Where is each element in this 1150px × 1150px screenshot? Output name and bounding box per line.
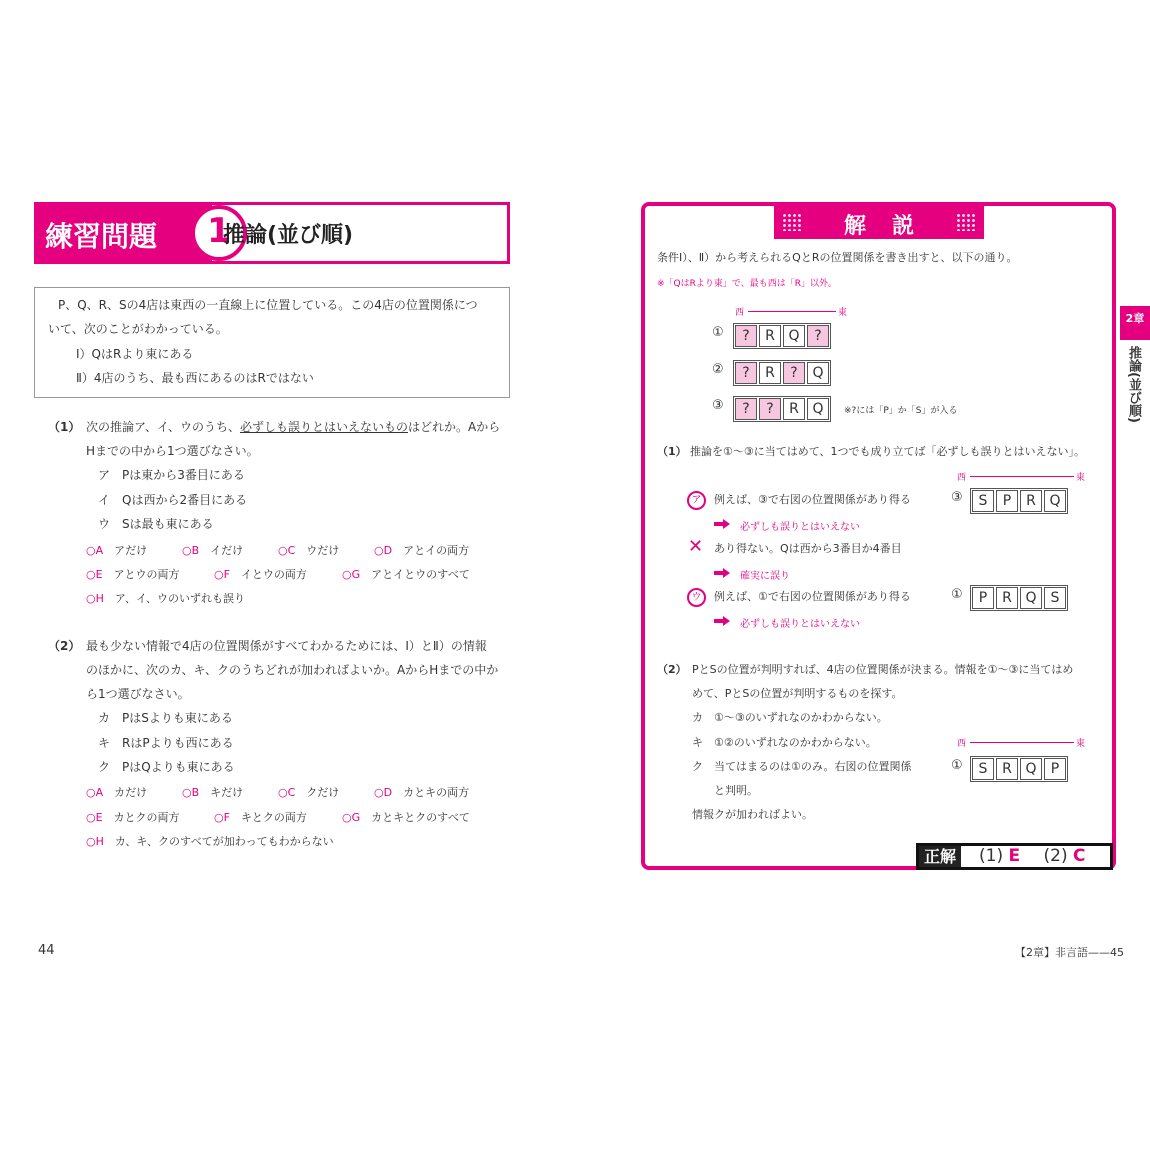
pattern-cell: R bbox=[759, 325, 781, 347]
s2-ki: キ ①②のいずれなのかわからない。 bbox=[692, 736, 877, 749]
choice-mark: ○A bbox=[86, 544, 104, 557]
choice-text: アとイの両方 bbox=[403, 544, 470, 557]
chapter-tab-label: 2章 bbox=[1125, 312, 1145, 325]
q1-choice-f[interactable] bbox=[214, 566, 307, 582]
q1-item: ウ Sは最も東にある bbox=[98, 517, 214, 531]
west-label: 西 bbox=[957, 473, 967, 483]
q2-choice-g[interactable] bbox=[342, 809, 470, 825]
pattern-number: ③ bbox=[712, 398, 724, 413]
s1-c-text: 例えば、①で右図の位置関係があり得る bbox=[714, 590, 911, 603]
pattern-cell: Q bbox=[1020, 758, 1042, 780]
q1-choice-a[interactable] bbox=[86, 542, 147, 558]
pattern-cell: P bbox=[1044, 758, 1066, 780]
ok-circle-icon: ア bbox=[687, 491, 706, 510]
q2-choice-e[interactable] bbox=[86, 809, 180, 825]
condition-line: P、Q、R、Sの4店は東西の一直線上に位置している。この4店の位置関係につ bbox=[58, 298, 478, 312]
explanation-title: 解説 bbox=[843, 214, 940, 239]
pattern-cell: P bbox=[972, 587, 994, 609]
q1-choice-b[interactable] bbox=[182, 542, 243, 558]
exercise-number: 1 bbox=[207, 211, 231, 251]
choice-text: アとウの両方 bbox=[113, 568, 180, 581]
s1-text: 推論を①〜③に当てはめて、1つでも成り立てば「必ずしも誤りとはいえない」。 bbox=[690, 445, 1085, 458]
arrow-right-icon bbox=[714, 519, 730, 529]
q1-text bbox=[86, 420, 500, 434]
arrow-right-icon bbox=[714, 568, 730, 578]
choice-text: イだけ bbox=[210, 544, 244, 557]
q2-label: （2） bbox=[48, 639, 81, 653]
q2-item: キ RはPよりも西にある bbox=[98, 736, 234, 750]
q1-item: イ Qは西から2番目にある bbox=[98, 493, 248, 507]
east-label: 東 bbox=[1076, 473, 1086, 483]
choice-text: アとイとウのすべて bbox=[371, 568, 470, 581]
explanation-intro: 条件Ⅰ）、Ⅱ）から考えられるQとRの位置関係を書き出すと、以下の通り。 bbox=[657, 251, 1018, 264]
pattern-cell: Q bbox=[1044, 490, 1066, 512]
q1-choice-c[interactable] bbox=[278, 542, 339, 558]
answer-1-label: (1) bbox=[979, 846, 1004, 866]
s2-ka: カ ①〜③のいずれなのかわからない。 bbox=[692, 711, 888, 724]
pattern-cell: P bbox=[996, 490, 1018, 512]
pattern-cell: Q bbox=[807, 362, 829, 384]
q2-choice-b[interactable] bbox=[182, 784, 243, 800]
answer-2-label: (2) bbox=[1043, 846, 1068, 866]
s2-ku: と判明。 bbox=[714, 784, 758, 797]
pattern-number: ① bbox=[951, 758, 963, 773]
arrow-right-icon bbox=[714, 616, 730, 626]
pattern-cell: R bbox=[1020, 490, 1042, 512]
choice-text: アだけ bbox=[114, 544, 148, 557]
q2-text: 最も少ない情報で4店の位置関係がすべてわかるためには、Ⅰ）とⅡ）の情報 bbox=[86, 639, 487, 653]
s1-b-text: あり得ない。Qは西から3番目か4番目 bbox=[714, 542, 902, 555]
west-label: 西 bbox=[957, 739, 967, 749]
pattern-number: ① bbox=[712, 325, 724, 340]
west-east-arrow bbox=[970, 742, 1074, 743]
pattern-cell: Q bbox=[783, 325, 805, 347]
s1-a-cells bbox=[970, 488, 1068, 514]
answer-1-value: E bbox=[1008, 846, 1021, 866]
pattern-cell: R bbox=[783, 398, 805, 420]
east-label: 東 bbox=[838, 308, 848, 318]
answer-box bbox=[916, 843, 1113, 870]
q1-text-underline: 必ずしも誤りとはいえないもの bbox=[239, 420, 408, 434]
choice-text: ウだけ bbox=[306, 544, 340, 557]
chapter-tab bbox=[1120, 306, 1150, 340]
q1-choice-g[interactable] bbox=[342, 566, 470, 582]
s2-final: 情報クが加わればよい。 bbox=[692, 808, 813, 821]
condition-line: Ⅱ）4店のうち、最も西にあるのはRではない bbox=[76, 371, 314, 385]
pattern-cell: Q bbox=[1020, 587, 1042, 609]
q1-text-post: はどれか。Aから bbox=[407, 420, 501, 434]
west-east-arrow bbox=[748, 311, 836, 312]
pattern-cell: ? bbox=[735, 362, 757, 384]
q2-choice-f[interactable] bbox=[214, 809, 307, 825]
choice-text: キだけ bbox=[210, 786, 244, 799]
east-label: 東 bbox=[1076, 739, 1086, 749]
q1-item: ア Pは東から3番目にある bbox=[98, 468, 245, 482]
exercise-header bbox=[34, 202, 510, 264]
q2-text: のほかに、次のカ、キ、クのうちどれが加わればよいか。AからHまでの中か bbox=[86, 663, 499, 677]
q2-choice-a[interactable] bbox=[86, 784, 147, 800]
west-label: 西 bbox=[735, 308, 745, 318]
choice-text: カだけ bbox=[114, 786, 148, 799]
chapter-vertical-title: 推論(並び順) bbox=[1126, 346, 1141, 423]
q2-choice-c[interactable] bbox=[278, 784, 339, 800]
pattern-cell: R bbox=[996, 758, 1018, 780]
pattern-cell: ? bbox=[735, 325, 757, 347]
pattern-row-1 bbox=[733, 323, 831, 349]
page-footer-right: 【2章】非言語——45 bbox=[1015, 946, 1124, 959]
s2-text: PとSの位置が判明すれば、4店の位置関係が決まる。情報を①〜③に当てはめ bbox=[692, 663, 1074, 676]
pattern-cell: S bbox=[972, 490, 994, 512]
pattern-cell: ? bbox=[783, 362, 805, 384]
choice-mark: ○H bbox=[86, 835, 104, 848]
exercise-subtitle: 推論(並び順) bbox=[223, 223, 354, 248]
ok-circle-icon: ウ bbox=[687, 588, 706, 607]
s1-a-text: 例えば、③で右図の位置関係があり得る bbox=[714, 493, 911, 506]
q1-text: Hまでの中から1つ選びなさい。 bbox=[86, 444, 259, 458]
choice-text: ア、イ、ウのいずれも誤り bbox=[114, 592, 246, 605]
explanation-note: ※「QはRより東」で、最も西は「R」以外。 bbox=[657, 279, 837, 289]
pattern-cell: ? bbox=[735, 398, 757, 420]
choice-mark: ○C bbox=[278, 544, 296, 557]
choice-mark: ○D bbox=[374, 786, 393, 799]
choice-text: カ、キ、クのすべてが加わってもわからない bbox=[114, 835, 334, 848]
pattern-cell: S bbox=[972, 758, 994, 780]
cross-icon: ✕ bbox=[688, 536, 704, 557]
choice-mark: ○F bbox=[214, 811, 230, 824]
pattern-number: ③ bbox=[951, 490, 963, 505]
choice-mark: ○D bbox=[374, 544, 393, 557]
q1-choice-h[interactable] bbox=[86, 590, 245, 606]
s2-label: （2） bbox=[657, 663, 687, 676]
q1-choice-e[interactable] bbox=[86, 566, 180, 582]
s1-b-result: 確実に誤り bbox=[740, 571, 790, 582]
choice-text: カとキとクのすべて bbox=[371, 811, 470, 824]
choice-text: カとキの両方 bbox=[403, 786, 470, 799]
pattern-number: ② bbox=[712, 362, 724, 377]
q2-item: カ PはSよりも東にある bbox=[98, 711, 233, 725]
s2-cells bbox=[970, 756, 1068, 782]
choice-text: イとウの両方 bbox=[240, 568, 307, 581]
page-number-left: 44 bbox=[38, 943, 55, 958]
header-band bbox=[37, 205, 212, 261]
choice-mark: ○C bbox=[278, 786, 296, 799]
q2-item: ク PはQよりも東にある bbox=[98, 760, 235, 774]
choice-mark: ○G bbox=[342, 568, 361, 581]
s2-text: めて、PとSの位置が判明するものを探す。 bbox=[692, 687, 903, 700]
q1-choice-d[interactable] bbox=[374, 542, 469, 558]
s2-ku: ク 当てはまるのは①のみ。右図の位置関係 bbox=[692, 760, 912, 773]
q2-text: ら1つ選びなさい。 bbox=[86, 687, 190, 701]
pattern-row-2 bbox=[733, 360, 831, 386]
west-east-arrow bbox=[970, 476, 1074, 477]
answer-values bbox=[979, 846, 1086, 867]
pattern-row-3 bbox=[733, 396, 831, 422]
pattern-cell: Q bbox=[807, 398, 829, 420]
choice-mark: ○H bbox=[86, 592, 104, 605]
exercise-title: 練習問題 bbox=[45, 220, 158, 253]
choice-mark: ○F bbox=[214, 568, 230, 581]
q2-choice-h[interactable] bbox=[86, 833, 334, 849]
choice-mark: ○A bbox=[86, 786, 104, 799]
s1-a-result: 必ずしも誤りとはいえない bbox=[740, 522, 860, 533]
pattern-number: ① bbox=[951, 587, 963, 602]
q1-text-pre: 次の推論ア、イ、ウのうち、 bbox=[86, 420, 240, 434]
choice-mark: ○G bbox=[342, 811, 361, 824]
q1-label: （1） bbox=[48, 420, 81, 434]
condition-line: Ⅰ）QはRより東にある bbox=[76, 347, 194, 361]
choice-mark: ○B bbox=[182, 544, 200, 557]
s1-label: （1） bbox=[657, 445, 687, 458]
pattern-note: ※?には「P」か「S」が入る bbox=[844, 406, 958, 416]
pattern-cell: R bbox=[996, 587, 1018, 609]
choice-mark: ○E bbox=[86, 811, 103, 824]
choice-text: キとクの両方 bbox=[240, 811, 307, 824]
pattern-cell: R bbox=[759, 362, 781, 384]
s1-c-cells bbox=[970, 585, 1068, 611]
choice-text: カとクの両方 bbox=[113, 811, 180, 824]
choice-mark: ○B bbox=[182, 786, 200, 799]
dot-pattern-icon bbox=[956, 213, 976, 231]
explanation-header bbox=[774, 205, 984, 239]
s1-c-result: 必ずしも誤りとはいえない bbox=[740, 619, 860, 630]
answer-label: 正解 bbox=[919, 846, 961, 867]
q2-choice-d[interactable] bbox=[374, 784, 469, 800]
pattern-cell: ? bbox=[759, 398, 781, 420]
pattern-cell: S bbox=[1044, 587, 1066, 609]
choice-mark: ○E bbox=[86, 568, 103, 581]
answer-2-value: C bbox=[1073, 846, 1086, 866]
condition-line: いて、次のことがわかっている。 bbox=[48, 322, 228, 336]
choice-text: クだけ bbox=[306, 786, 340, 799]
pattern-cell: ? bbox=[807, 325, 829, 347]
